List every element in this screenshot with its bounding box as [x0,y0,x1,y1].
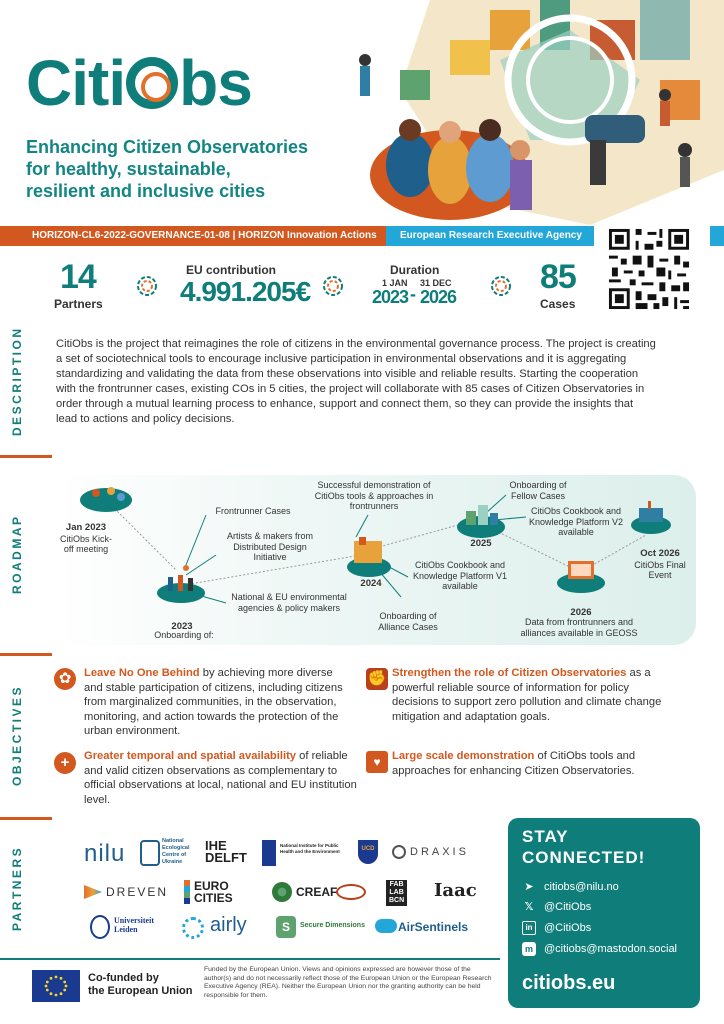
objective-2: Strengthen the role of Citizen Observatories as a powerful reliable source of information for policy decisions to support zero pollution and climate change mitigation and adaptation goals. [392,667,662,723]
roadmap-fellow: Onboarding of Fellow Cases [509,480,567,501]
partner-nilu: nilu [84,840,126,867]
tagline-line-1: Enhancing Citizen Observatories [26,137,309,157]
section-label-partners: PARTNERS [10,845,24,931]
stay-connected-panel [508,818,700,1008]
partner-ihe-delft: IHE DELFT [205,838,247,865]
stay-connected-title: STAY CONNECTED! [522,827,646,867]
roadmap-onboarding-of: Onboarding of: [154,630,214,640]
partner-rivm: National Institute for Public Health and the Environment [280,843,340,854]
roadmap-final: Oct 2026 CitiObs Final Event [634,548,686,580]
partner-leiden: Universiteit Leiden [114,916,154,934]
roadmap-2023: 2023 [171,621,193,632]
x-logo-icon: 𝕏 [524,901,534,913]
objective-4: Large scale demonstration of CitiObs tools and approaches for enhancing Citizen Observatories. [392,750,636,777]
end-day: 31 DEC [420,278,452,288]
section-label-objectives: OBJECTIVES [10,684,24,786]
eu-flag-icon [32,970,80,1002]
partner-fablab-bcn: FAB LAB BCN [386,880,407,906]
duration-label: Duration [390,263,440,277]
partners-count: 14 [60,258,96,296]
section-divider [0,817,52,820]
hands-heart-icon: ♥ [366,751,388,773]
roadmap-2026: 2026 [570,607,592,618]
cofunded-label: Co-funded by the European Union [88,972,193,997]
dreven-arrow-icon [84,885,102,899]
roadmap-cookbook-v2: CitiObs Cookbook and Knowledge Platform V2 available [528,506,624,537]
partner-ucd: UCD [358,840,378,864]
description-text: CitiObs is the project that reimagines the role of citizens in the environmental governance process. The project is creating a set of sociotechnical tools to encourage inclusive participation in environmental observations and it is aggregating standardizing and validating the data from these observations into visible and reliable results. Starting the cooperation with the frontrunner cases, existing COs in 5 cities, the project will collaborate with 85 cases of Citizen Observatories in order through a mutual learning process to enhance, support and connect them, so they can provide the insights that lead to actions and policy decisions. [56,338,656,425]
funding-disclaimer: Funded by the European Union. Views and opinions expressed are however those of the author(s) and do not necessarily reflect those of the European Union or the European Research Executive Agency (REA). Neither the European Union nor the granting authority can be held responsible for them. [204,966,492,999]
start-year: 2023 [372,287,409,307]
creaf-leaf-icon [272,882,292,902]
progress-circle-icon [136,275,158,297]
draxis-circle-icon [392,845,406,859]
section-divider [0,455,52,458]
tagline [26,136,366,202]
cases-label: Cases [540,297,576,311]
qr-code[interactable] [604,226,694,312]
progress-circle-icon [322,275,344,297]
roadmap-successful: Successful demonstration of CitiObs tools & approaches in frontrunners [314,480,434,511]
partner-airly: airly [210,914,247,936]
tagline-line-2: for healthy, sustainable, [26,159,231,179]
partner-airsentinels: AirSentinels [398,920,469,934]
section-label-roadmap: ROADMAP [10,514,24,594]
raised-fist-icon: ✊ [366,668,388,690]
roadmap-national: National & EU environmental agencies & policy makers [231,592,347,613]
inclusion-icon: ✿ [54,668,76,690]
paper-plane-icon: ➤ [524,881,534,893]
citiobs-logo: Citi bs [26,47,252,119]
partners-label: Partners [54,297,103,311]
eurocities-bars-icon [184,880,190,904]
partner-creaf: CREAF [296,885,338,899]
bar-tail [710,226,724,246]
tagline-line-3: resilient and inclusive cities [26,181,266,201]
logo-o-icon [126,57,178,109]
roadmap-2025: 2025 [470,538,492,549]
objective-1: Leave No One Behind by achieving more diverse and stable participation of citizens, including citizens from marginalized communities, in the observation, monitoring, and action towards the protection of the urban environment. [84,667,343,738]
section-divider [0,653,52,656]
partner-secure-dimensions: Secure Dimensions [300,922,365,929]
partner-iaac: Iaac [434,880,477,901]
cases-count: 85 [540,258,576,296]
partner-dreven: DREVEN [106,885,169,899]
eu-contribution-value: 4.991.205€ [180,276,311,307]
roadmap-cookbook-v1: CitiObs Cookbook and Knowledge Platform V1 available [412,560,508,591]
roadmap-artists: Artists & makers from Distributed Design Initiative [226,531,313,562]
leiden-seal-icon [90,915,110,939]
secondary-partner-logo-icon [336,884,366,900]
linkedin-icon: in [522,921,536,935]
call-identifier: HORIZON-CL6-2022-GOVERNANCE-01-08 | HORIZON Innovation Actions [0,226,386,246]
section-label-description: DESCRIPTION [10,326,24,436]
x-link[interactable]: 𝕏 @CitiObs [522,900,591,914]
plus-icon: + [54,752,76,774]
roadmap-2024: 2024 [360,578,382,589]
end-year: 2026 [420,287,457,307]
rivm-emblem-icon [262,840,276,866]
footer-divider [0,958,500,960]
partner-necu: National Ecological Centre of Ukraine [162,838,190,865]
email-link[interactable]: ➤ citiobs@nilu.no [522,880,619,894]
roadmap-alliance: Onboarding of Alliance Cases [378,611,438,632]
roadmap-geoss: Data from frontrunners and alliances available in GEOSS [520,617,638,638]
progress-circle-icon [490,275,512,297]
agency-label: European Research Executive Agency [386,226,594,246]
city-illustration [340,0,724,225]
roadmap-kickoff: Jan 2023 CitiObs Kick-off meeting [59,522,112,554]
roadmap-frontrunner: Frontrunner Cases [215,506,291,516]
website-link[interactable]: citiobs.eu [522,972,616,994]
start-day: 1 JAN [382,278,408,288]
linkedin-link[interactable]: in @CitiObs [522,921,591,935]
eu-contribution-label: EU contribution [186,263,276,277]
secure-dimensions-icon: S [276,916,296,938]
duration-dash: - [410,284,415,304]
partner-draxis: DRAXIS [410,846,469,858]
mastodon-icon: m [522,942,536,956]
airly-dots-icon [182,917,204,939]
airsentinels-cloud-icon [375,919,397,933]
mastodon-link[interactable]: m @citiobs@mastodon.social [522,942,677,956]
partner-eurocities: EURO CITIES [194,879,233,905]
necu-emblem-icon [140,840,160,866]
objective-3: Greater temporal and spatial availability of reliable and valid citizen observations as complementary to official observations at local, national and EU institution level. [84,750,357,806]
